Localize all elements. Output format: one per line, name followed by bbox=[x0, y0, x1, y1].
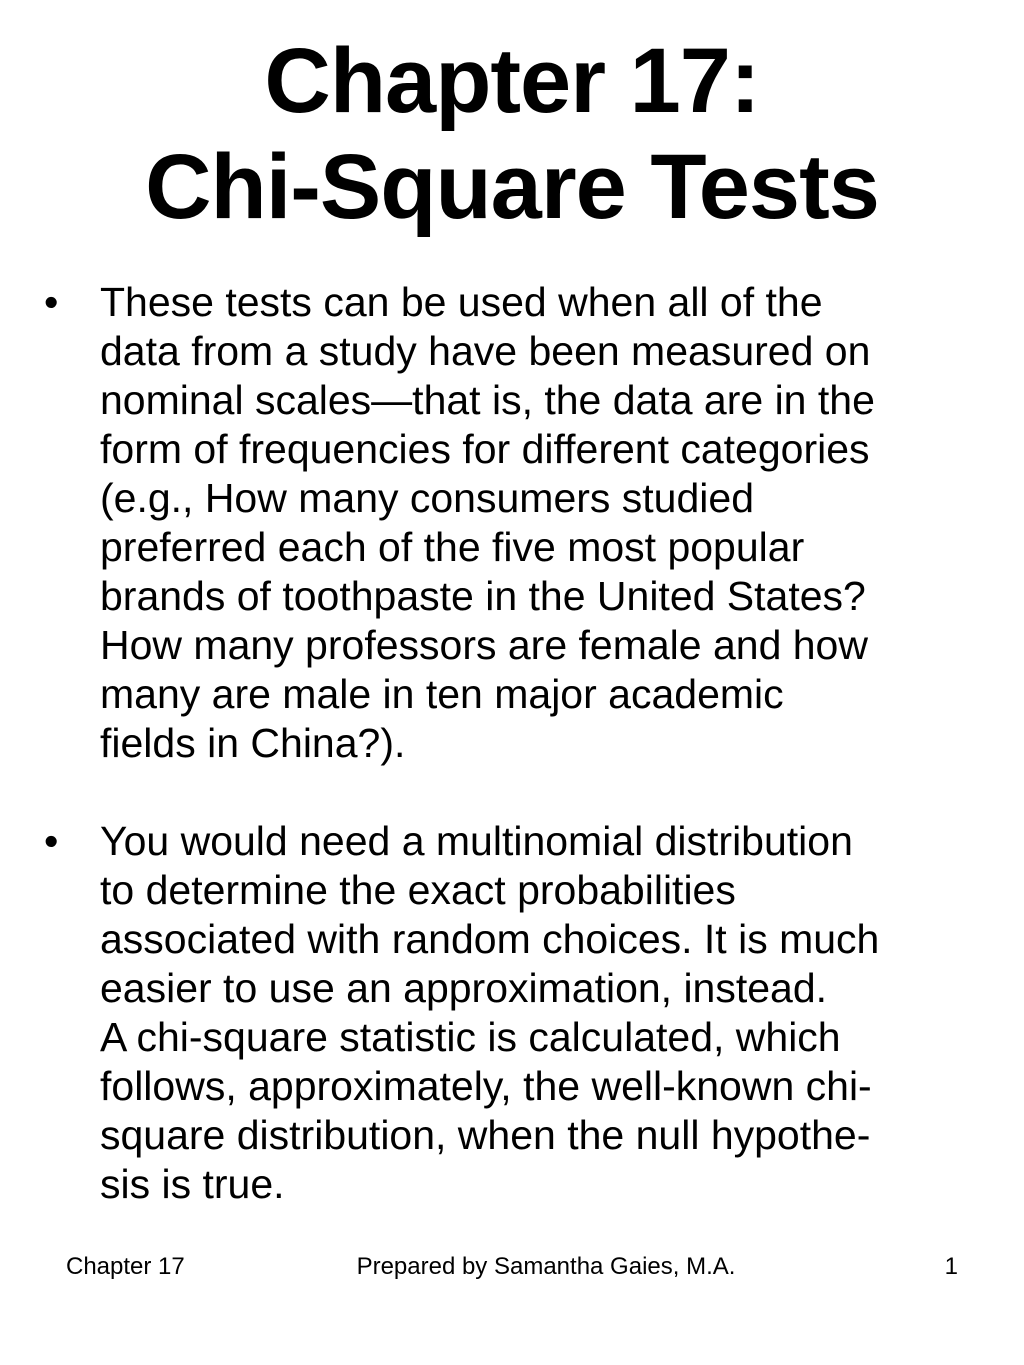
footer-chapter: Chapter 17 bbox=[66, 1253, 185, 1280]
bullet-1-line-2: data from a study have been measured on bbox=[100, 328, 871, 374]
bullet-2-line-8: sis is true. bbox=[100, 1161, 285, 1207]
bullet-2-line-2: to determine the exact probabilities bbox=[100, 867, 736, 913]
bullet-item-1 bbox=[44, 278, 984, 768]
bullet-1-line-5: (e.g., How many consumers studied bbox=[100, 475, 754, 521]
footer-author: Prepared by Samantha Gaies, M.A. bbox=[356, 1253, 736, 1280]
footer-page-number: 1 bbox=[944, 1253, 958, 1280]
bullet-marker: • bbox=[44, 818, 59, 864]
bullet-1-line-9: many are male in ten major academic bbox=[100, 671, 784, 717]
bullet-2-line-4: easier to use an approximation, instead. bbox=[100, 965, 828, 1011]
bullet-list bbox=[44, 278, 984, 1209]
bullet-2-line-5: A chi-square statistic is calculated, which bbox=[100, 1014, 841, 1060]
bullet-marker: • bbox=[44, 279, 59, 325]
bullet-2-line-3: associated with random choices. It is much bbox=[100, 916, 880, 962]
bullet-1-line-6: preferred each of the five most popular bbox=[100, 524, 805, 570]
bullet-item-2 bbox=[44, 817, 984, 1209]
bullet-2-line-7: square distribution, when the null hypothe- bbox=[100, 1112, 871, 1158]
bullet-1-line-4: form of frequencies for different categories bbox=[100, 426, 870, 472]
bullet-1-line-1: These tests can be used when all of the bbox=[100, 279, 823, 325]
slide-footer bbox=[0, 1252, 1024, 1282]
bullet-1-line-8: How many professors are female and how bbox=[100, 622, 868, 668]
bullet-1-line-7: brands of toothpaste in the United States? bbox=[100, 573, 866, 619]
bullet-2-line-1: You would need a multinomial distribution bbox=[100, 818, 853, 864]
title-line-2: Chi-Square Tests bbox=[145, 136, 879, 238]
bullet-1-line-3: nominal scales—that is, the data are in the bbox=[100, 377, 875, 423]
title-line-1: Chapter 17: bbox=[264, 30, 760, 132]
bullet-2-line-6: follows, approximately, the well-known chi- bbox=[100, 1063, 872, 1109]
bullet-1-line-10: fields in China?). bbox=[100, 720, 406, 766]
slide-title bbox=[0, 28, 1024, 240]
